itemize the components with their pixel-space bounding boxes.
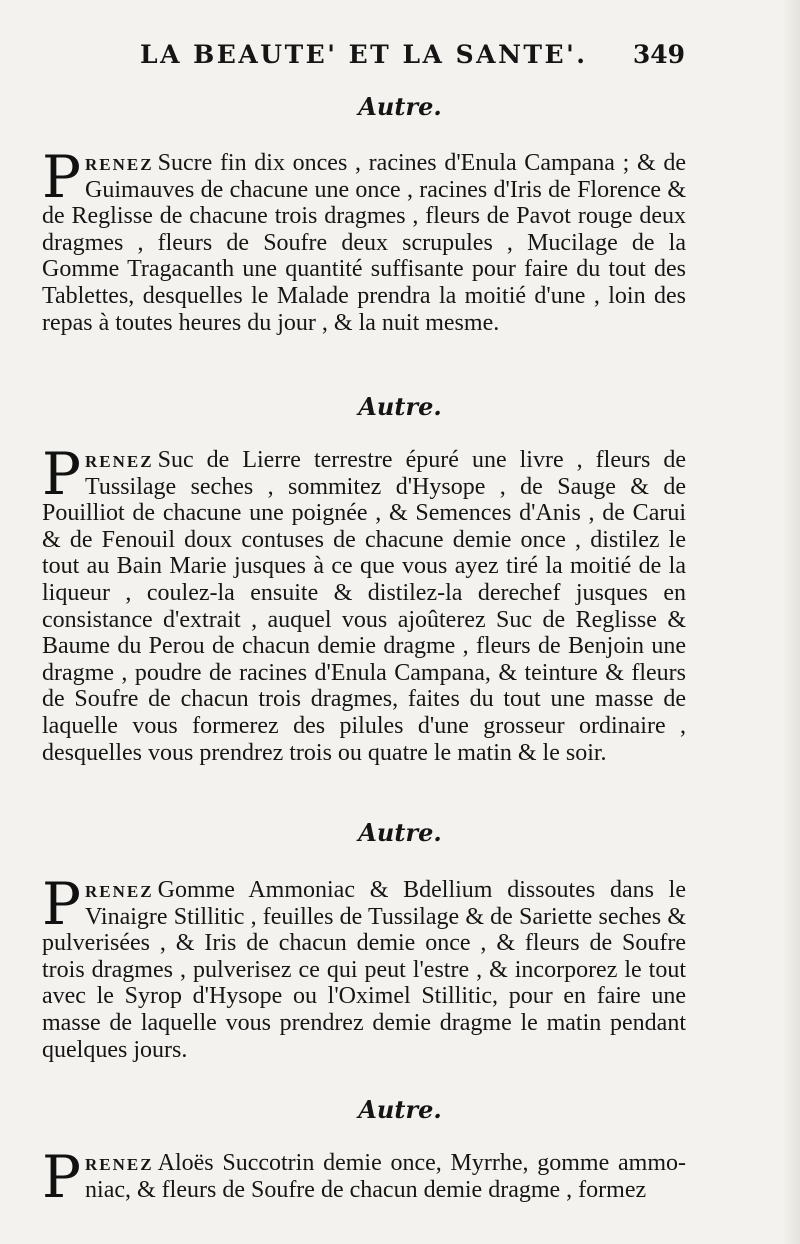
section-heading-2: Autre. [358, 392, 442, 421]
recipe-text: Gomme Ammoniac & Bdellium dissoutes dans le Vinaigre Stillitic , feuilles de Tussilage & de Sariette seches & pulverisées , & Iris de chacun demie once , & fleurs de Soufre trois dragmes , pulverisez ce qui peut l'estre , & incorporez le tout avec le Syrop d'Hysope ou l'Oximel Stillitic, pour en faire une masse de laquelle vous prendrez demie dragme le matin pendant quelques jours. [42, 877, 686, 1063]
recipe-body-4 [42, 1143, 686, 1211]
running-title: LA BEAUTE' ET LA SANTE'. [140, 40, 588, 69]
drop-cap: P [42, 1143, 82, 1211]
recipe-text: Sucre fin dix onces , racines d'Enula Campana ; & de Guimauves de chacune une once , racines d'Iris de Florence & de Reglisse de chacune trois dragmes , fleurs de Pavot rouge deux dragmes , fleurs de Soufre deux scrupules , Mucilage de la Gomme Tragacanth une quantité suffisante pour faire du tout des Tablettes, desquelles le Malade prendra la moitié d'une , loin des repas à toutes heures du jour , & la nuit mesme. [42, 150, 686, 336]
lead-word: renez [85, 1150, 154, 1176]
page-number: 349 [632, 40, 685, 69]
page-edge-shadow [782, 0, 800, 1244]
recipe-paragraph-1 [42, 143, 686, 336]
section-heading-1: Autre. [358, 92, 442, 121]
recipe-text: Aloës Succotrin demie once, Myrrhe, gomme ammoniac, & fleurs de Soufre de chacun demie dragme , formez [85, 1150, 686, 1203]
section-heading-4: Autre. [358, 1095, 442, 1124]
section-heading-3: Autre. [358, 818, 442, 847]
lead-word: renez [85, 877, 154, 903]
recipe-body-3 [42, 870, 686, 1063]
drop-cap: P [42, 440, 82, 508]
recipe-text: Suc de Lierre terrestre épuré une livre , fleurs de Tussilage seches , sommitez d'Hysope , de Sauge & de Pouilliot de chacune une poignée , & Semences d'Anis , de Carui & de Fenouil doux contuses de chacune demie once , distilez le tout au Bain Marie jusques à ce que vous ayez tiré la moitié de la liqueur , coulez-la ensuite & distilez-la derechef jusques en consistance d'extrait , auquel vous ajoûterez Suc de Reglisse & Baume du Perou de chacun demie dragme , fleurs de Benjoin une dragme , poudre de racines d'Enula Campana, & teinture & fleurs de Soufre de chacun trois dragmes, faites du tout une masse de laquelle vous formerez des pilules d'une grosseur ordinaire , desquelles vous prendrez trois ou quatre le matin & le soir. [42, 447, 686, 766]
recipe-paragraph-2 [42, 440, 686, 766]
drop-cap: P [42, 870, 82, 938]
recipe-paragraph-4 [42, 1143, 686, 1211]
lead-word: renez [85, 447, 154, 473]
recipe-body-1 [42, 143, 686, 336]
recipe-body-2 [42, 440, 686, 766]
lead-word: renez [85, 150, 154, 176]
page-header [140, 40, 685, 80]
drop-cap: P [42, 143, 82, 211]
recipe-paragraph-3 [42, 870, 686, 1063]
